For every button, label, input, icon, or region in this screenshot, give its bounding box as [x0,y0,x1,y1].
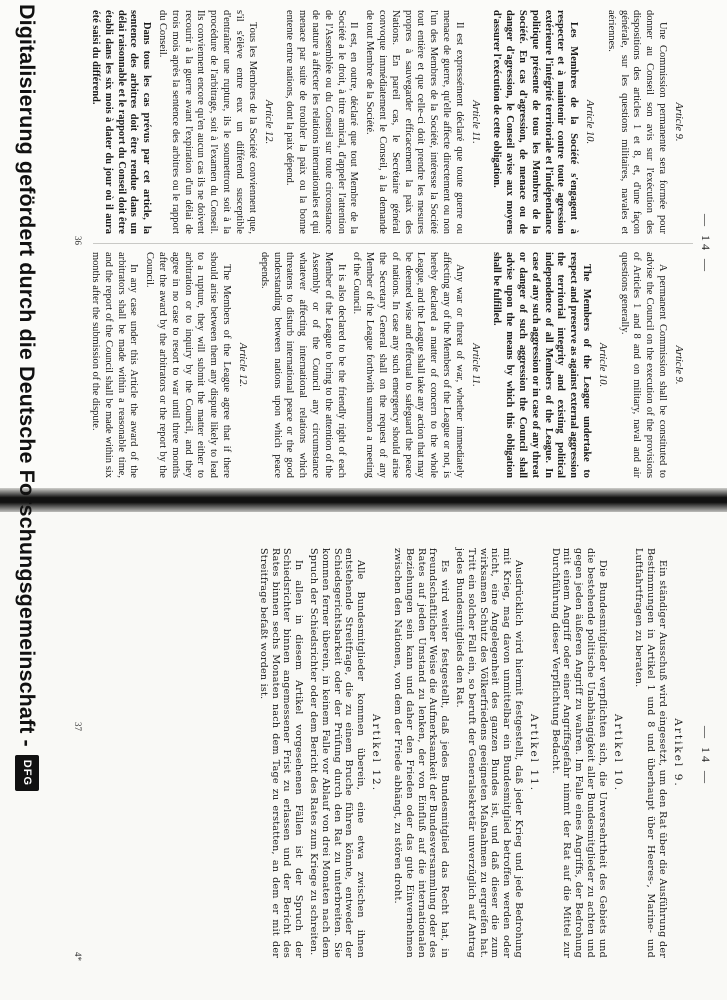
article-text: Es wird weiter festgestellt, daß jedes Bundesmitglied das Recht hat, in freundschaftlicher Weise die Aufmerksamkeit der Bundesversammlung oder des Rates auf jeden Umstand zu lenken, der von Einfluß auf die internationalen Beziehungen sein kann und daher den Frieden oder das gute Einvernehmen zwischen den Nationen, von dem der Friede abhängt, zu stören droht. [391,548,451,958]
page-header: — 14 — [699,726,713,786]
column-divider [93,243,693,244]
article-text: Il est, en outre, déclaré que tout Membre de la Société a le droit, à titre amical, d'appeler l'attention de l'Assemblée ou du Conseil sur toute circonstance de nature à affecter les relations internationales et qui menace par suite de troubler la paix ou la bonne entente entre nations, dont la paix dépend. [284,10,360,234]
english-column [90,252,693,478]
article-title: Artikel 9. [672,718,684,788]
article-text: Il est expressément déclaré que toute guerre ou menace de guerre, qu'elle affecte directement ou non l'un des Membres de la Société, intéresse la Société tout entière et que celle-ci doit prendre les mesures propres à sauvegarder efficacement la paix des Nations. En pareil cas, le Secrétaire général convoque immédiatement le Conseil, à la demande de tout Membre de la Société. [364,10,465,234]
article-text: A permanent Commission shall be constituted to advise the Council on the execution of the provisions of Articles 1 and 8 and on military, naval and air questions generally. [618,252,669,478]
article-text: Ein ständiger Ausschuß wird eingesetzt, um den Rat über die Ausführung der Bestimmungen in Artikel 1 und 8 und überhaupt über Heeres-, Marine- und Luftfahrtfragen zu beraten. [633,548,669,958]
article-text: Ausdrücklich wird hiermit festgestellt, daß jeder Krieg und jede Bedrohung mit Krieg, mag davon unmittelbar ein Bundesmitglied betroffen werden oder nicht, eine Angelegenheit des ganzen Bundes ist, und daß dieser die zum wirksamen Schutz des Völkerfriedens geeigneten Maßnahmen zu ergreifen hat. Tritt ein solcher Fall ein, so beruft der Generalsekretär unverzüglich auf Antrag jedes Bundesmitglieds den Rat. [453,548,524,958]
signature-mark: 4* [73,952,83,961]
article-text: The Members of the League agree that if there should arise between them any dispute likely to lead to a rupture, they will submit the matter either to arbitration or to inquiry by the Council, and they agree in no case to resort to war until three months after the award by the arbitrators or the report by the Council. [144,252,233,478]
dfg-logo: DFG [15,755,39,791]
article-text: In any case under this Article the award of the arbitrators shall be made within a reasonable time, and the report of the Council shall be made within six months after the submission of the dispute. [90,252,140,478]
article-text: Die Bundesmitglieder verpflichten sich, die Unversehrtheit des Gebiets und die bestehende politische Unabhängigkeit aller Bundesmitglieder zu achten und gegen jeden äußeren Angriff zu wahren. Im Falle eines Angriffs, der Bedrohung mit einem Angriff oder einer Angriffsgefahr nimmt der Rat auf die Mittel zur Durchführung dieser Verpflichtung Bedacht. [549,548,608,958]
french-column [90,10,693,234]
article-title: Artikel 12. [370,713,383,793]
article-text: Une Commission permanente sera formée pour donner au Conseil son avis sur l'exécution des dispositions des articles 1 et 8, et, d'une façon générale, sur les questions militaires, navales et aériennes. [605,10,669,234]
article-title: Article 11. [469,100,481,144]
page-header: — 14 — [699,214,713,274]
right-page [0,512,727,1000]
article-title: Article 12. [262,99,274,145]
article-text: The Members of the League undertake to respect and preserve as against external aggression the territorial integrity and existing political independence of all Members of the League. In case of any such aggression or in case of any threat or danger of such aggression the Council shall advise upon the means by which this obligation shall be fulfilled. [491,252,592,478]
article-title: Artikel 10. [611,713,624,793]
article-title: Article 11. [469,343,481,387]
article-text: It is also declared to be the friendly right of each Member of the League to bring to the attention of the Assembly or of the Council any circumstance whatever affecting international relations which threatens to disturb international peace or the good understanding between nations upon which peace depends. [258,252,347,478]
book-spine [0,488,727,512]
article-text: In allen in diesem Artikel vorgesehenen Fällen ist der Spruch der Schiedsrichter binnen angemessener Frist zu erlassen und der Bericht des Rates binnen sechs Monaten nach dem Tage zu erstatten, an dem er mit der Streitfrage befaßt worden ist. [257,548,305,958]
article-title: Article 10. [596,342,608,388]
article-text: Dans tous les cas prévus par cet article, la sentence des arbitres doit être rendue dans un délai raisonnable et le rapport du Conseil doit être établi dans les six mois à dater du jour où il aura été saisi du différend. [90,10,153,234]
article-title: Article 10. [584,99,596,145]
page-footer-number: 37 [73,722,83,731]
article-text: Alle Bundesmitglieder kommen überein, eine etwa zwischen ihnen entstehende Streitfrage, die zu einem Bruche führen könnte, entweder der Schiedsgerichtsbarkeit oder der Prüfung durch den Rat zu unterbreiten. Sie kommen ferner überein, in keinem Falle vor Ablauf von drei Monaten nach dem Spruch der Schiedsrichter oder dem Bericht des Rates zum Kriege zu schreiten. [308,548,367,958]
article-title: Article 9. [673,345,684,385]
article-title: Artikel 11. [527,713,540,793]
article-title: Article 9. [673,102,684,142]
digitization-watermark [7,4,47,996]
article-text: Les Membres de la Société s'engagent à respecter et à maintenir contre toute agression extérieure l'intégrité territoriale et l'indépendance politique présente de tous les Membres de la Société. En cas d'agression, de menace ou de danger d'agression, le Conseil avise aux moyens d'assurer l'exécution de cette obligation. [491,10,580,234]
article-text: Tous les Membres de la Société conviennent que, s'il s'élève entre eux un différend susceptible d'entraîner une rupture, ils le soumettront soit à la procédure de l'arbitrage, soit à l'examen du Conseil. Ils conviennent encore qu'en aucun cas ils ne doivent recourir à la guerre avant l'expiration d'un délai de trois mois après la sentence des arbitres ou le rapport du Conseil. [157,10,258,234]
watermark-text: Digitalisierung gefördert durch die Deutsche Forschungsgemeinschaft - [15,4,40,747]
article-title: Article 12. [236,342,248,388]
left-page [0,0,727,488]
page-footer-number: 36 [73,236,83,245]
german-column [93,548,693,958]
article-text: Any war or threat of war, whether immediately affecting any of the Members of the League or not, is hereby declared a matter of concern to the whole League, and the League shall take any action that may be deemed wise and effectual to safeguard the peace of nations. In case any such emergency should arise the Secretary General shall on the request of any Member of the League forthwith summon a meeting of the Council. [351,252,465,478]
